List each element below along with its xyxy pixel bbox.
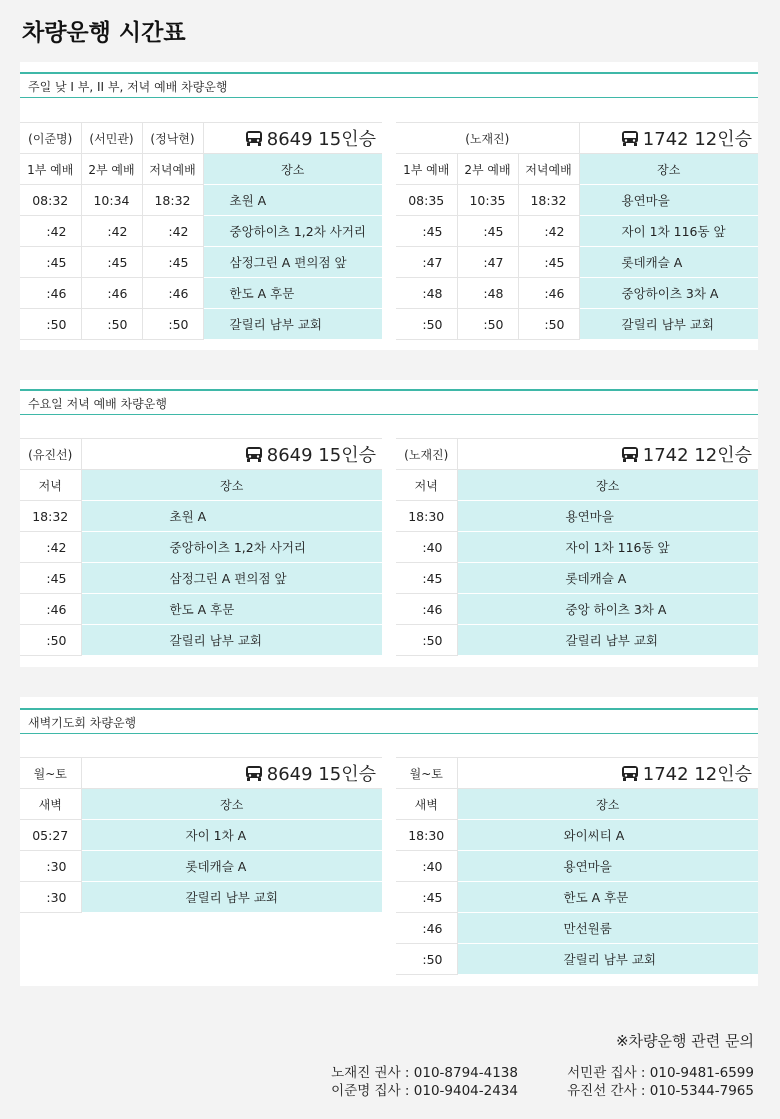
dawn-right-schedule bbox=[396, 757, 758, 975]
column-header: 1부 예배 bbox=[20, 154, 81, 185]
place-cell: 와이씨티 A bbox=[457, 820, 758, 851]
contact-title: ※차량운행 관련 문의 bbox=[615, 1032, 754, 1050]
table-row bbox=[396, 216, 758, 247]
column-header: 장소 bbox=[579, 154, 758, 185]
table-row bbox=[396, 185, 758, 216]
bus-label bbox=[81, 439, 382, 470]
table-row bbox=[396, 882, 758, 913]
table-row bbox=[20, 501, 382, 532]
table-row bbox=[20, 278, 382, 309]
time-cell: 18:30 bbox=[396, 820, 457, 851]
table-row bbox=[396, 625, 758, 656]
driver-label: (노재진) bbox=[396, 439, 457, 470]
contact-left bbox=[331, 1064, 518, 1100]
sunday-panel bbox=[20, 62, 758, 350]
time-cell: :30 bbox=[20, 882, 81, 913]
place-cell: 삼정그린 A 편의점 앞 bbox=[81, 563, 382, 594]
time-cell: :46 bbox=[396, 594, 457, 625]
column-header: 저녁예배 bbox=[518, 154, 579, 185]
bus-number: 1742 12인승 bbox=[642, 129, 753, 150]
bus-number: 8649 15인승 bbox=[266, 764, 376, 785]
place-cell: 갈릴리 남부 교회 bbox=[203, 309, 382, 340]
place-cell: 갈릴리 남부 교회 bbox=[457, 625, 758, 656]
time-cell: :50 bbox=[20, 309, 81, 340]
column-header: 저녁 bbox=[396, 470, 457, 501]
place-cell: 용연마을 bbox=[457, 851, 758, 882]
place-cell: 한도 A 후문 bbox=[203, 278, 382, 309]
time-cell: :50 bbox=[518, 309, 579, 340]
wednesday-left-schedule bbox=[20, 438, 382, 656]
driver-label: (정낙현) bbox=[142, 123, 203, 154]
column-header: 장소 bbox=[203, 154, 382, 185]
contact-line: 이준명 집사 : 010-9404-2434 bbox=[331, 1083, 518, 1099]
bus-number: 1742 12인승 bbox=[642, 445, 752, 466]
sunday-left-schedule bbox=[20, 122, 382, 340]
time-cell: :42 bbox=[142, 216, 203, 247]
column-header: 장소 bbox=[457, 470, 758, 501]
sunday-heading: 주일 낮 I 부, II 부, 저녁 예배 차량운행 bbox=[20, 72, 758, 98]
place-cell: 갈릴리 남부 교회 bbox=[579, 309, 758, 340]
time-cell: :42 bbox=[20, 216, 81, 247]
place-cell: 자이 1차 A bbox=[81, 820, 382, 851]
time-cell: :42 bbox=[20, 532, 81, 563]
bus-icon bbox=[621, 130, 639, 147]
time-cell: :50 bbox=[142, 309, 203, 340]
time-cell: :46 bbox=[142, 278, 203, 309]
time-cell: :45 bbox=[81, 247, 142, 278]
place-cell: 중앙하이츠 1,2차 사거리 bbox=[81, 532, 382, 563]
time-cell: :48 bbox=[396, 278, 457, 309]
table-row bbox=[396, 532, 758, 563]
time-cell: 05:27 bbox=[20, 820, 81, 851]
wednesday-heading: 수요일 저녁 예배 차량운행 bbox=[20, 389, 758, 415]
time-cell: 18:30 bbox=[396, 501, 457, 532]
time-cell: :40 bbox=[396, 851, 457, 882]
table-row bbox=[20, 563, 382, 594]
time-cell: :45 bbox=[20, 563, 81, 594]
bus-number: 8649 15인승 bbox=[266, 129, 376, 150]
place-cell: 용연마을 bbox=[579, 185, 758, 216]
day-label: 월~토 bbox=[20, 758, 81, 789]
time-cell: 08:35 bbox=[396, 185, 457, 216]
table-row bbox=[20, 882, 382, 913]
time-cell: :46 bbox=[518, 278, 579, 309]
table-row bbox=[396, 309, 758, 340]
bus-label bbox=[579, 123, 758, 154]
column-header: 장소 bbox=[81, 789, 382, 820]
table-row bbox=[396, 944, 758, 975]
bus-icon bbox=[245, 446, 263, 463]
place-cell: 갈릴리 남부 교회 bbox=[81, 882, 382, 913]
table-row bbox=[20, 309, 382, 340]
time-cell: :47 bbox=[457, 247, 518, 278]
time-cell: 18:32 bbox=[518, 185, 579, 216]
place-cell: 갈릴리 남부 교회 bbox=[81, 625, 382, 656]
place-cell: 중앙하이츠 1,2차 사거리 bbox=[203, 216, 382, 247]
day-label: 월~토 bbox=[396, 758, 457, 789]
bus-number: 8649 15인승 bbox=[266, 445, 376, 466]
bus-icon bbox=[621, 446, 639, 463]
table-row bbox=[396, 247, 758, 278]
time-cell: 18:32 bbox=[142, 185, 203, 216]
place-cell: 롯데캐슬 A bbox=[579, 247, 758, 278]
column-header: 2부 예배 bbox=[457, 154, 518, 185]
table-row bbox=[396, 851, 758, 882]
time-cell: :45 bbox=[396, 216, 457, 247]
column-header: 저녁예배 bbox=[142, 154, 203, 185]
column-header: 새벽 bbox=[396, 789, 457, 820]
place-cell: 초원 A bbox=[203, 185, 382, 216]
table-row bbox=[396, 563, 758, 594]
sunday-right-schedule bbox=[396, 122, 758, 340]
table-row bbox=[396, 501, 758, 532]
place-cell: 용연마을 bbox=[457, 501, 758, 532]
place-cell: 갈릴리 남부 교회 bbox=[457, 944, 758, 975]
column-header: 장소 bbox=[457, 789, 758, 820]
driver-label: (유진선) bbox=[20, 439, 81, 470]
time-cell: :50 bbox=[81, 309, 142, 340]
time-cell: :50 bbox=[20, 625, 81, 656]
place-cell: 한도 A 후문 bbox=[457, 882, 758, 913]
bus-label bbox=[81, 758, 382, 789]
place-cell: 초원 A bbox=[81, 501, 382, 532]
time-cell: :46 bbox=[81, 278, 142, 309]
time-cell: :48 bbox=[457, 278, 518, 309]
dawn-panel bbox=[20, 697, 758, 986]
column-header: 1부 예배 bbox=[396, 154, 457, 185]
place-cell: 중앙하이츠 3차 A bbox=[579, 278, 758, 309]
time-cell: :46 bbox=[396, 913, 457, 944]
table-row bbox=[396, 913, 758, 944]
wednesday-panel bbox=[20, 380, 758, 667]
column-header: 새벽 bbox=[20, 789, 81, 820]
time-cell: :45 bbox=[396, 563, 457, 594]
place-cell: 롯데캐슬 A bbox=[81, 851, 382, 882]
bus-icon bbox=[245, 765, 263, 782]
dawn-heading: 새벽기도회 차량운행 bbox=[20, 708, 758, 734]
time-cell: :30 bbox=[20, 851, 81, 882]
time-cell: 10:34 bbox=[81, 185, 142, 216]
bus-label bbox=[203, 123, 382, 154]
bus-number: 1742 12인승 bbox=[642, 764, 752, 785]
time-cell: :40 bbox=[396, 532, 457, 563]
table-row bbox=[396, 278, 758, 309]
table-row bbox=[20, 625, 382, 656]
time-cell: :46 bbox=[20, 594, 81, 625]
place-cell: 중앙 하이츠 3차 A bbox=[457, 594, 758, 625]
column-header: 2부 예배 bbox=[81, 154, 142, 185]
table-row bbox=[20, 594, 382, 625]
contact-line: 노재진 권사 : 010-8794-4138 bbox=[331, 1065, 518, 1081]
place-cell: 삼정그린 A 편의점 앞 bbox=[203, 247, 382, 278]
table-row bbox=[20, 185, 382, 216]
time-cell: :50 bbox=[396, 625, 457, 656]
time-cell: :46 bbox=[20, 278, 81, 309]
contact-right bbox=[567, 1064, 754, 1100]
time-cell: :50 bbox=[457, 309, 518, 340]
table-row bbox=[20, 820, 382, 851]
contact-line: 유진선 간사 : 010-5344-7965 bbox=[567, 1083, 754, 1099]
time-cell: 18:32 bbox=[20, 501, 81, 532]
bus-label bbox=[457, 439, 758, 470]
time-cell: :42 bbox=[81, 216, 142, 247]
table-row bbox=[20, 247, 382, 278]
table-row bbox=[20, 851, 382, 882]
driver-label: (이준명) bbox=[20, 123, 81, 154]
table-row bbox=[20, 532, 382, 563]
place-cell: 한도 A 후문 bbox=[81, 594, 382, 625]
time-cell: :45 bbox=[396, 882, 457, 913]
time-cell: :45 bbox=[142, 247, 203, 278]
table-row bbox=[396, 594, 758, 625]
driver-label: (노재진) bbox=[396, 123, 579, 154]
column-header: 저녁 bbox=[20, 470, 81, 501]
place-cell: 롯데캐슬 A bbox=[457, 563, 758, 594]
place-cell: 자이 1차 116동 앞 bbox=[457, 532, 758, 563]
time-cell: :42 bbox=[518, 216, 579, 247]
time-cell: :47 bbox=[396, 247, 457, 278]
wednesday-right-schedule bbox=[396, 438, 758, 656]
table-row bbox=[396, 820, 758, 851]
dawn-left-schedule bbox=[20, 757, 382, 913]
time-cell: :50 bbox=[396, 944, 457, 975]
place-cell: 만선원룸 bbox=[457, 913, 758, 944]
place-cell: 자이 1차 116동 앞 bbox=[579, 216, 758, 247]
bus-icon bbox=[245, 130, 263, 147]
table-row bbox=[20, 216, 382, 247]
driver-label: (서민관) bbox=[81, 123, 142, 154]
time-cell: :45 bbox=[457, 216, 518, 247]
contact-line: 서민관 집사 : 010-9481-6599 bbox=[567, 1065, 754, 1081]
time-cell: :45 bbox=[518, 247, 579, 278]
time-cell: :45 bbox=[20, 247, 81, 278]
time-cell: 08:32 bbox=[20, 185, 81, 216]
bus-icon bbox=[621, 765, 639, 782]
time-cell: :50 bbox=[396, 309, 457, 340]
page-title: 차량운행 시간표 bbox=[22, 20, 186, 46]
time-cell: 10:35 bbox=[457, 185, 518, 216]
column-header: 장소 bbox=[81, 470, 382, 501]
bus-label bbox=[457, 758, 758, 789]
